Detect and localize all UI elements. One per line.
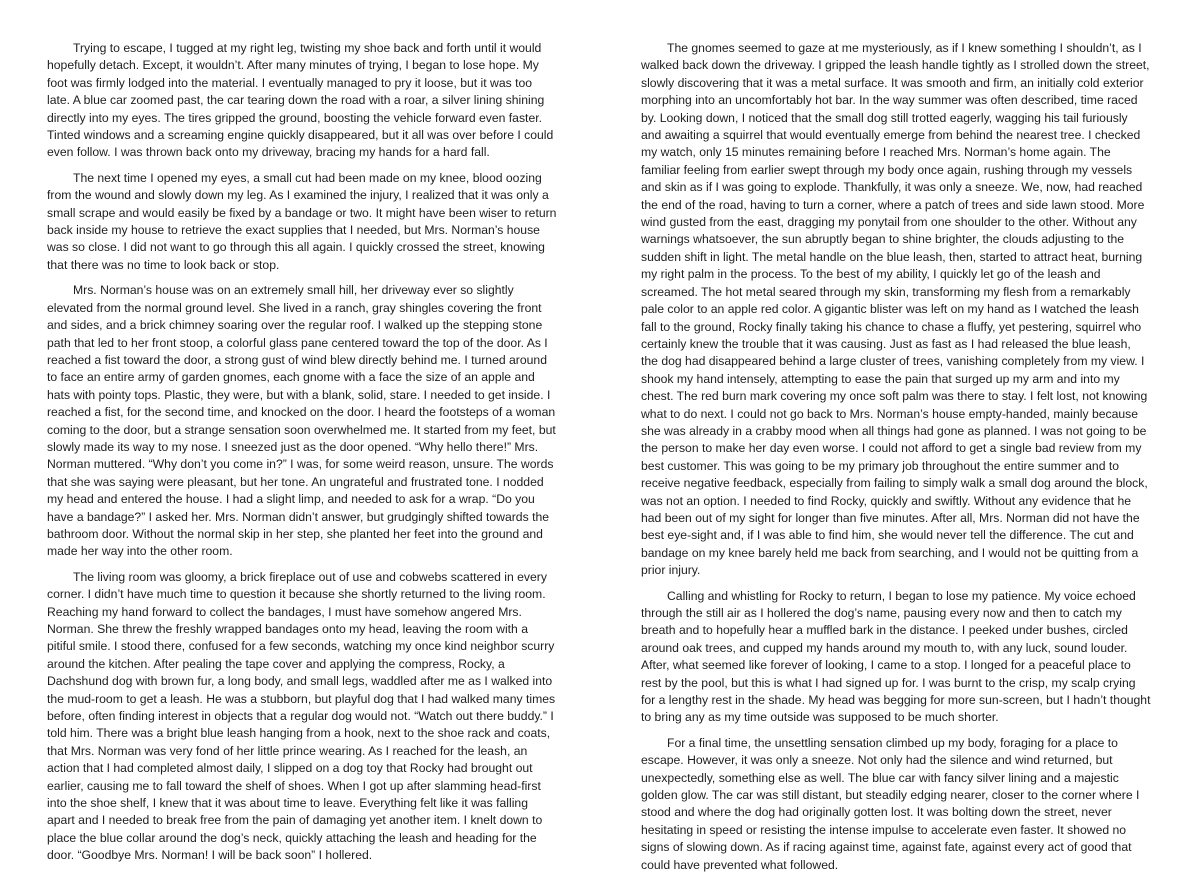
paragraph: Mrs. Norman’s house was on an extremely small hill, her driveway ever so slightly elevated from the normal ground level. She lived in a ranch, gray shingles covering the front and sides, and a brick chimney soaring over the regular roof. I walked up the stepping stone path that led to her front stoop, a colorful glass pane centered toward the top of the door. As I reached a fist toward the door, a strong gust of wind blew directly behind me. I turned around to face an entire army of garden gnomes, each gnome with a face the size of an apple and hats with pointy tops. Plastic, they were, but with a blank, solid, stare. I needed to get inside. I reached a fist, for the second time, and knocked on the door. I heard the footsteps of a woman coming to the door, but a strange sensation soon overwhelmed me. It started from my feet, but slowly made its way to my nose. I sneezed just as the door opened. “Why hello there!” Mrs. Norman muttered. “Why don’t you come in?” I was, for some weird reason, unsure. The words that she was saying were pleasant, but her tone. An ungrateful and frustrated tone. I nodded my head and entered the house. I had a slight limp, and needed to ask for a wrap. “Do you have a bandage?” I asked her. Mrs. Norman didn’t answer, but grudgingly shifted towards the bathroom door. Without the normal skip in her step, she planted her feet into the ground and made her way into the other room. [47,283,556,559]
paragraph: The next time I opened my eyes, a small cut had been made on my knee, blood oozing from the wound and slowly down my leg. As I examined the injury, I realized that it was only a small scrape and would easily be fixed by a bandage or two. It might have been wiser to return back inside my house to retrieve the exact supplies that I needed, but Mrs. Norman’s house was so close. I did not want to go through this all again. I quickly crossed the street, knowing that there was no time to look back or stop. [47,170,557,272]
paragraph: Trying to escape, I tugged at my right leg, twisting my shoe back and forth until it would hopefully detach. Except, it wouldn’t. After many minutes of trying, I began to lose hope. My foot was firmly lodged into the material. I eventually managed to pry it loose, but it was too late. A blue car zoomed past, the car tearing down the road with a roar, a silver lining shining directly into my eyes. The tires gripped the ground, boosting the vehicle forward even faster. Tinted windows and a screaming engine quickly disappeared, but it all was over before I could even follow. I was thrown back onto my driveway, bracing my hands for a hard fall. [47,41,554,160]
paragraph: The gnomes seemed to gaze at me mysteriously, as if I knew something I shouldn’t, as I walked back down the driveway. I gripped the leash handle tightly as I strolled down the street, slowly discovering that it was a metal surface. It was smooth and firm, an initially cold exterior morphing into an uncomfortably hot bar. In the way summer was often described, time raced by. Looking down, I noticed that the small dog still trotted eagerly, wagging his tail furiously and awaiting a squirrel that would eventually emerge from behind the nearest tree. I checked my watch, only 15 minutes remaining before I reached Mrs. Norman’s home again. The familiar feeling from earlier swept through my body once again, rushing through my vessels and skin as if I was going to explode. Thankfully, it was only a sneeze. We, now, had reached the end of the road, having to turn a corner, where a patch of trees and side lawn stood. More wind gusted from the east, dragging my ponytail from one shoulder to the other. Without any warnings whatsoever, the sun abruptly began to shine brighter, the clouds adjusting to the sudden shift in light. The metal handle on the blue leash, then, started to attract heat, burning my right palm in the process. To the best of my ability, I quickly let go of the leash and screamed. The hot metal seared through my skin, transforming my flesh from a remarkably pale color to an apple red color. A gigantic blister was left on my hand as I watched the leash fall to the ground, Rocky finally taking his chance to chase a fluffy, yet pestering, squirrel who certainly knew the trouble that it was causing. Just as fast as I had released the blue leash, the dog had disappeared behind a large cluster of trees, vanishing completely from my view. I shook my hand intensely, attempting to ease the pain that surged up my arm and into my chest. The red burn mark covering my once soft palm was there to stay. I felt lost, not knowing what to do next. I could not go back to Mrs. Norman’s house empty-handed, mainly because she was already in a crabby mood when all things had gone as planned. I was not going to be the person to make her day even worse. I could not afford to get a single bad review from my best customer. This was going to be my primary job throughout the entire summer and to receive negative feedback, especially from failing to simply walk a small dog around the block, was not an option. I needed to find Rocky, quickly and swiftly. Without any evidence that he had been out of my sight for longer than five minutes. After all, Mrs. Norman did not have the best eye-sight and, if I was able to find him, she would never tell the difference. The cut and bandage on my knee barely held me back from searching, and I would not be quitting from a prior injury. [641,41,1150,578]
paragraph: The living room was gloomy, a brick fireplace out of use and cobwebs scattered in every corner. I didn’t have much time to question it because she shortly returned to the living room. Reaching my hand forward to collect the bandages, I must have somehow angered Mrs. Norman. She threw the freshly wrapped bandages onto my head, leaving the room with a pitiful smile. I stood there, confused for a few seconds, watching my once kind neighbor scurry around the kitchen. After pealing the tape cover and applying the compress, Rocky, a Dachshund dog with brown fur, a long body, and small legs, waddled after me as I walked into the mud-room to get a leash. He was a stubborn, but playful dog that I had walked many times before, often finding interest in objects that a regular dog would not. “Watch out there buddy.” I told him. There was a bright blue leash hanging from a hook, next to the shoe rack and coats, that Mrs. Norman was very fond of her little prince wearing. As I reached for the leash, an action that I had completed almost daily, I slipped on a dog toy that Rocky had brought out earlier, causing me to fall toward the shelf of shoes. When I got up after slamming head-first into the shoe shelf, I knew that it was about time to leave. Everything felt like it was falling apart and I needed to break free from the pain of damaging yet another item. I knelt down to place the blue collar around the dog’s neck, quickly attaching the leash and heading for the door. “Goodbye Mrs. Norman! I will be back soon” I hollered. [47,569,556,863]
right-page-column [641,40,1151,882]
paragraph: Calling and whistling for Rocky to return, I began to lose my patience. My voice echoed through the still air as I hollered the dog’s name, pausing every now and then to catch my breath and to hopefully hear a muffled bark in the distance. I peeked under bushes, circled around oak trees, and cupped my hands around my mouth to, with any luck, sound louder. After, what seemed like forever of looking, I came to a stop. I longed for a peaceful place to rest by the pool, but this is what I had signed up for. I was burnt to the crisp, my scalp crying for a lengthy rest in the shade. My head was begging for more sun-screen, but I hadn’t thought to bring any as my time outside was supposed to be much shorter. [641,588,1151,725]
paragraph: For a final time, the unsettling sensation climbed up my body, foraging for a place to escape. However, it was only a sneeze. Not only had the silence and wind returned, but unexpectedly, something else as well. The blue car with fancy silver lining and a majestic golden glow. The car was still distant, but steadily edging nearer, closer to the corner where I stood and where the dog had originally gotten lost. It was bolting down the street, never hesitating in speed or resisting the intense impulse to accelerate even faster. It showed no signs of slowing down. As if racing against time, against fate, against every act of good that could have prevented what followed. [641,735,1140,872]
left-page-column [47,40,557,873]
